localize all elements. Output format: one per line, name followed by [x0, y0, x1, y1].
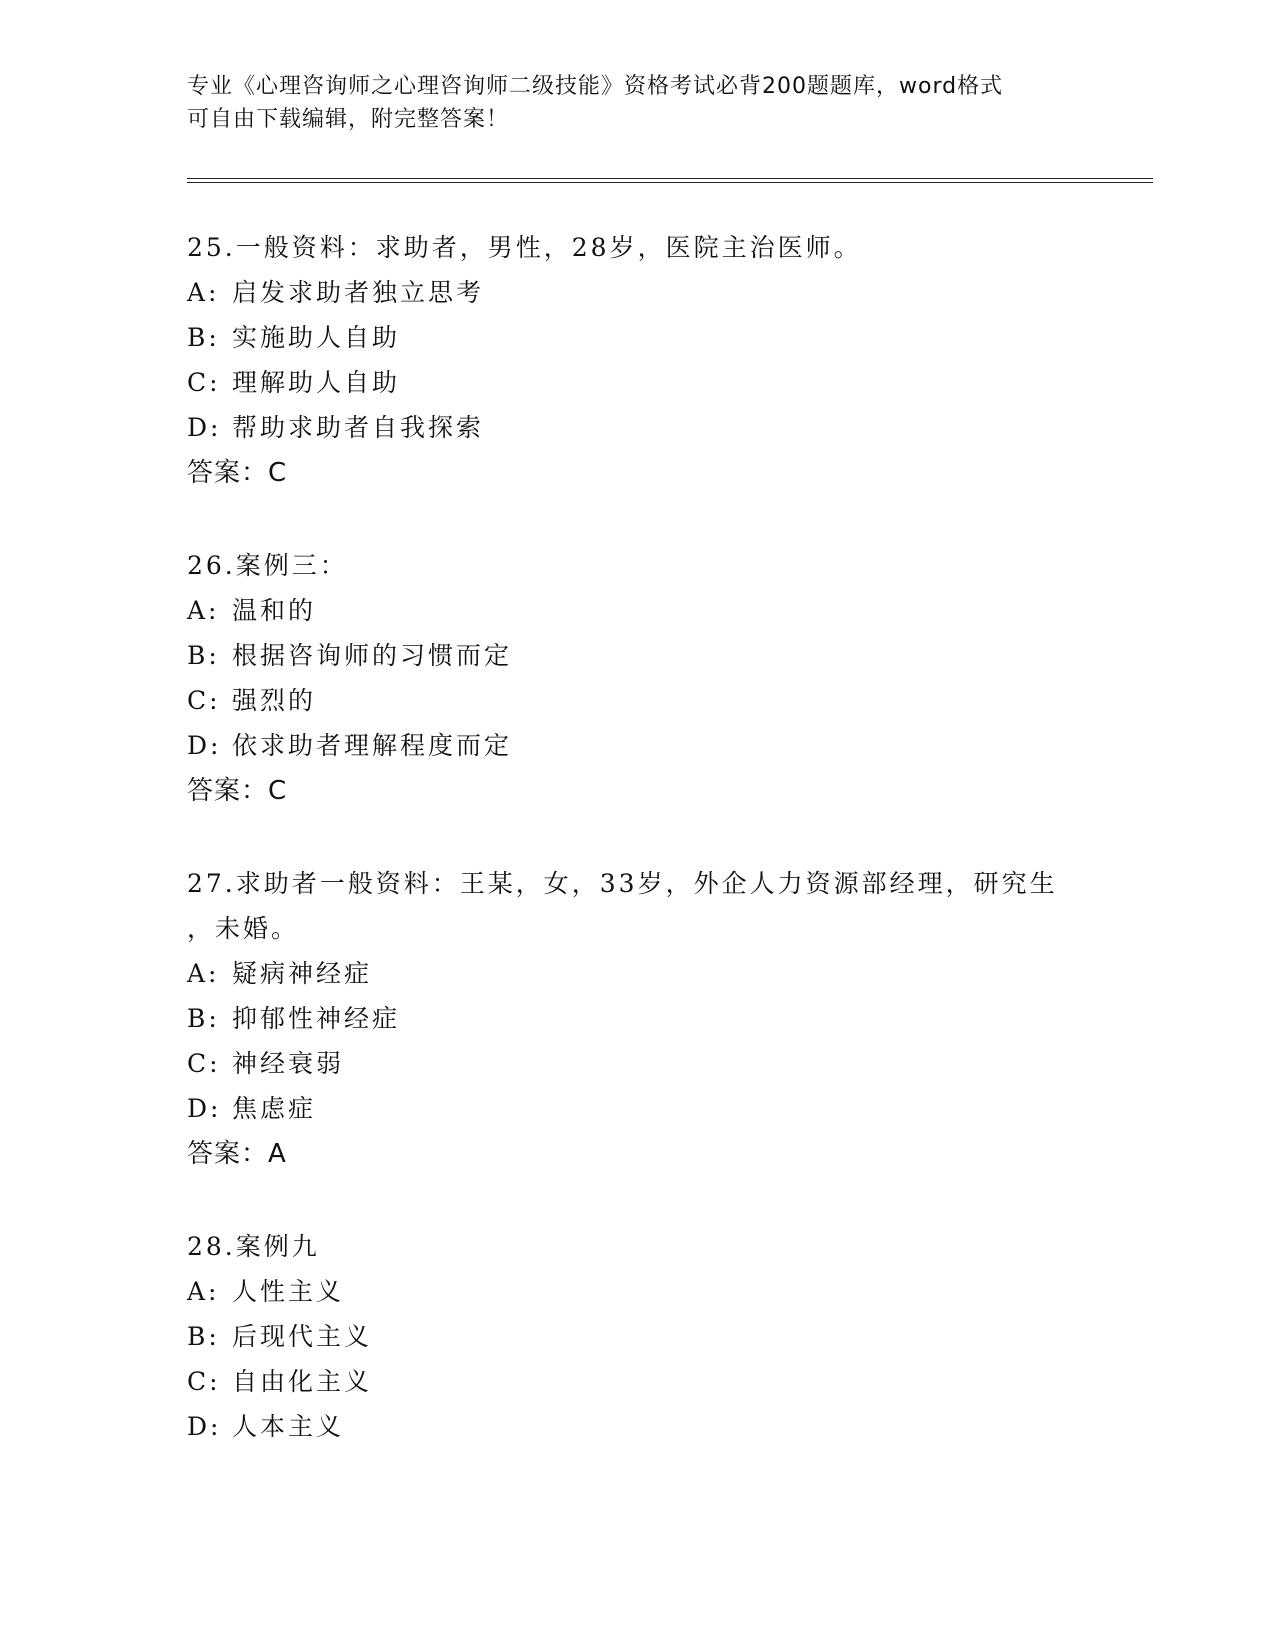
- question-stem: 28.案例九: [187, 1232, 320, 1261]
- option-text: 人性主义: [232, 1277, 345, 1306]
- option-key: A:: [187, 1277, 220, 1306]
- question-25: [187, 225, 1087, 496]
- question-stem-continuation: ，未婚。: [187, 914, 300, 943]
- option-text: 理解助人自助: [232, 368, 401, 397]
- option-b: [187, 315, 1087, 360]
- option-key: C:: [187, 1049, 221, 1078]
- option-text: 实施助人自助: [232, 323, 401, 352]
- option-key: A:: [187, 278, 220, 307]
- option-text: 温和的: [232, 596, 317, 625]
- option-key: B:: [187, 1322, 220, 1351]
- option-text: 启发求助者独立思考: [232, 278, 485, 307]
- option-key: A:: [187, 959, 220, 988]
- option-c: [187, 360, 1087, 405]
- option-text: 强烈的: [232, 686, 317, 715]
- option-key: C:: [187, 686, 221, 715]
- question-26: [187, 543, 1087, 814]
- option-text: 依求助者理解程度而定: [232, 731, 513, 760]
- option-d: [187, 723, 1087, 768]
- option-a: [187, 270, 1087, 315]
- option-key: C:: [187, 1367, 221, 1396]
- option-key: B:: [187, 641, 220, 670]
- answer-line: 答案：C: [187, 458, 288, 488]
- option-key: B:: [187, 323, 220, 352]
- document-header: [187, 70, 1067, 136]
- option-d: [187, 405, 1087, 450]
- option-key: D:: [187, 731, 222, 760]
- option-text: 抑郁性神经症: [232, 1004, 401, 1033]
- header-line-1: 专业《心理咨询师之心理咨询师二级技能》资格考试必背200题题库，word格式: [187, 74, 1004, 99]
- option-key: D:: [187, 1094, 222, 1123]
- option-d: [187, 1404, 1087, 1449]
- question-stem: 26.案例三：: [187, 551, 348, 580]
- option-key: D:: [187, 413, 222, 442]
- option-text: 自由化主义: [232, 1367, 373, 1396]
- option-key: B:: [187, 1004, 220, 1033]
- option-c: [187, 1359, 1087, 1404]
- option-c: [187, 1041, 1087, 1086]
- option-c: [187, 678, 1087, 723]
- header-divider: [187, 178, 1153, 183]
- question-stem: 25.一般资料：求助者，男性，28岁，医院主治医师。: [187, 233, 862, 262]
- option-a: [187, 1269, 1087, 1314]
- question-stem: 27.求助者一般资料：王某，女，33岁，外企人力资源部经理，研究生: [187, 869, 1058, 898]
- option-text: 帮助求助者自我探索: [232, 413, 485, 442]
- question-27: [187, 861, 1087, 1177]
- option-text: 神经衰弱: [232, 1049, 345, 1078]
- option-key: C:: [187, 368, 221, 397]
- answer-line: 答案：C: [187, 776, 288, 806]
- option-a: [187, 951, 1087, 996]
- option-b: [187, 633, 1087, 678]
- question-28: [187, 1224, 1087, 1449]
- option-key: A:: [187, 596, 220, 625]
- option-text: 疑病神经症: [232, 959, 373, 988]
- option-text: 后现代主义: [232, 1322, 373, 1351]
- option-a: [187, 588, 1087, 633]
- option-b: [187, 996, 1087, 1041]
- option-b: [187, 1314, 1087, 1359]
- option-text: 根据咨询师的习惯而定: [232, 641, 513, 670]
- header-line-2: 可自由下载编辑，附完整答案！: [187, 107, 510, 132]
- option-d: [187, 1086, 1087, 1131]
- option-text: 焦虑症: [232, 1094, 317, 1123]
- option-key: D:: [187, 1412, 222, 1441]
- answer-line: 答案：A: [187, 1139, 287, 1169]
- option-text: 人本主义: [232, 1412, 345, 1441]
